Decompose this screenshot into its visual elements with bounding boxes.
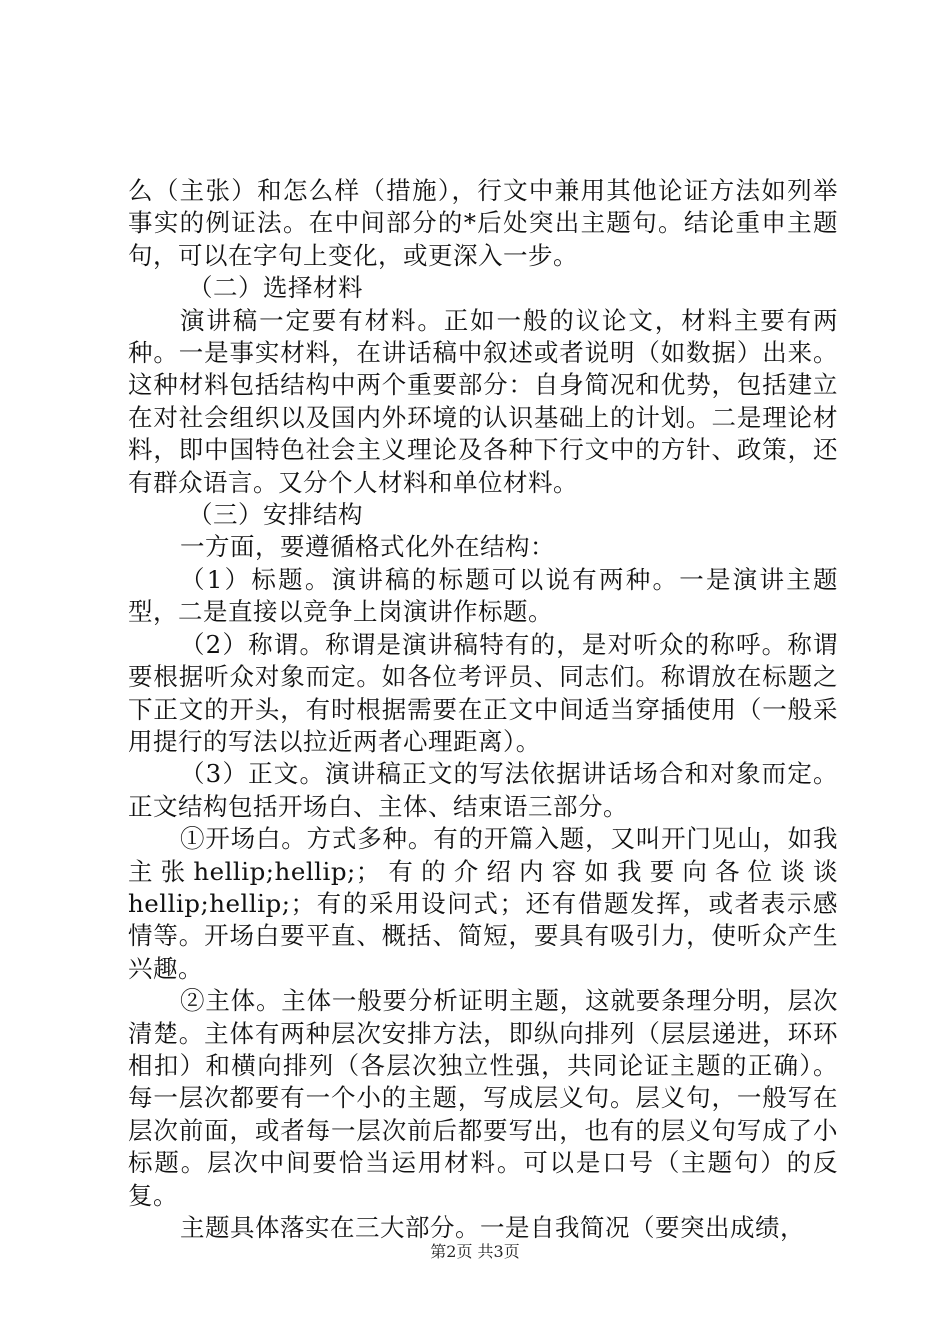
paragraph-continuation: 么（主张）和怎么样（措施），行文中兼用其他论证方法如列举事实的例证法。在中间部分的*后处突出主题句。结论重申主题句，可以在字句上变化，或更深入一步。: [128, 176, 838, 270]
page-number-footer: 第2页 共3页: [430, 1242, 520, 1261]
paragraph-main-body: ②主体。主体一般要分析证明主题，这就要条理分明，层次清楚。主体有两种层次安排方法，即纵向排列（层层递进，环环相扣）和横向排列（各层次独立性强，共同论证主题的正确）。每一层次都要有一个小的主题，写成层义句。层义句，一般写在层次前面，或者每一层次前后都要写出，也有的层义句写成了小标题。层次中间要恰当运用材料。可以是口号（主题句）的反复。: [128, 986, 838, 1210]
paragraph-salutation: （2）称谓。称谓是演讲稿特有的，是对听众的称呼。称谓要根据听众对象而定。如各位考评员、同志们。称谓放在标题之下正文的开头，有时根据需要在正文中间适当穿插使用（一般采用提行的写法以拉近两者心理距离）。: [128, 629, 838, 756]
section-heading-structure: （三）安排结构: [188, 500, 363, 530]
paragraph-body-text: （3）正文。演讲稿正文的写法依据讲话场合和对象而定。正文结构包括开场白、主体、结束语三部分。: [128, 759, 838, 821]
paragraph-format-intro: 一方面，要遵循格式化外在结构：: [180, 532, 555, 562]
section-heading-select-materials: （二）选择材料: [188, 273, 363, 303]
paragraph-title: （1）标题。演讲稿的标题可以说有两种。一是演讲主题型，二是直接以竞争上岗演讲作标题。: [128, 564, 838, 627]
document-body: [128, 175, 838, 1244]
paragraph-three-parts: 主题具体落实在三大部分。一是自我简况（要突出成绩，: [180, 1213, 805, 1242]
paragraph-materials: 演讲稿一定要有材料。正如一般的议论文，材料主要有两种。一是事实材料，在讲话稿中叙述或者说明（如数据）出来。这种材料包括结构中两个重要部分：自身简况和优势，包括建立在对社会组织以及国内外环境的认识基础上的计划。二是理论材料，即中国特色社会主义理论及各种下行文中的方针、政策，还有群众语言。又分个人材料和单位材料。: [128, 305, 838, 497]
paragraph-opening: ①开场白。方式多种。有的开篇入题，又叫开门见山，如我主张hellip;hellip;；有的介绍内容如我要向各位谈谈hellip;hellip;；有的采用设问式；还有借题发挥，或者表示感情等。开场白要平直、概括、简短，要具有吸引力，使听众产生兴趣。: [128, 824, 838, 983]
